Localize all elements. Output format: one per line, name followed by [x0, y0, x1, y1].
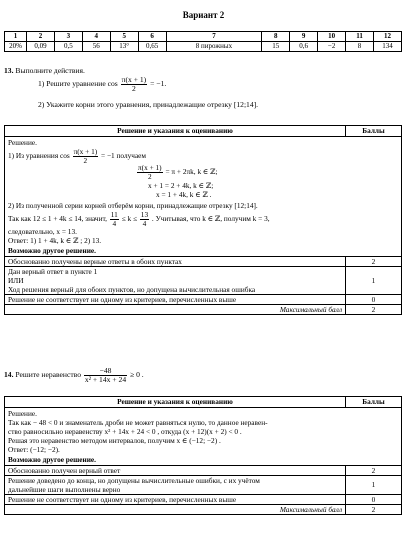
fraction-num: π(x + 1) [73, 147, 98, 157]
task14-number: 14. [4, 370, 14, 380]
criterion: Обоснованно получен верный ответ [5, 465, 346, 475]
solution-text: = −1 получаем [101, 150, 147, 160]
fraction-num: 13 [140, 210, 149, 220]
answers-numbers-row [5, 32, 402, 42]
other-solution-note: Возможно другое решение. [8, 245, 96, 255]
task13-solution-body [5, 137, 402, 257]
criterion-text: дальнейшие шаги выполнены верно [8, 484, 121, 494]
answer-number: 1 [5, 32, 27, 42]
solution-line: x + 1 = 2 + 4k, k ∈ ℤ; [148, 180, 214, 190]
task14-heading-text: Решите неравенство [15, 370, 81, 380]
solution-text: 1) Из уравнения cos [8, 150, 70, 160]
criterion-score: 2 [346, 256, 402, 266]
solution-line [8, 164, 398, 180]
solution-header: Решение и указания к оцениванию [5, 397, 346, 408]
fraction-den: 4 [142, 218, 147, 228]
task14-solution-table [4, 396, 402, 515]
answer-number: 7 [166, 32, 262, 42]
criterion-text: ИЛИ [8, 275, 24, 285]
fraction-den: 2 [147, 172, 152, 182]
answer-value: 0,09 [26, 42, 54, 52]
criterion-score: 0 [346, 295, 402, 305]
solution-line: Так как − 48 < 0 и знаменатель дроби не может равняться нулю, то данное неравен- [8, 418, 268, 428]
solution-line: 2) Из полученной серии корней отберём корни, принадлежащие отрезку [12;14]. [8, 200, 258, 210]
solution-label: Решение. [8, 409, 37, 418]
answer-number: 6 [138, 32, 166, 42]
task13-item1-post: = −1. [150, 79, 167, 89]
criterion-score: 1 [346, 266, 402, 294]
fraction-den: 4 [112, 218, 117, 228]
criterion: Обоснованно получены верные ответы в обоих пунктах [5, 256, 346, 266]
solution-line: ство равносильно неравенству x² + 14x + 24 < 0 , откуда (x + 12)(x + 2) < 0 . [8, 427, 242, 437]
criterion-text: Решение доведено до конца, но допущены вычислительные ошибки, с их учётом [8, 475, 260, 485]
answer-number: 4 [82, 32, 110, 42]
solution-line [8, 148, 398, 164]
max-score-value: 2 [346, 505, 402, 515]
answer-value: −2 [318, 42, 346, 52]
solution-line [8, 211, 398, 227]
answer-value: 134 [373, 42, 401, 52]
fraction [84, 367, 127, 384]
task13-solution-table [4, 125, 402, 315]
criterion-text: Дан верный ответ в пункте 1 [8, 266, 98, 276]
solution-line: Решая это неравенство методом интервалов, получим x ∈ (−12; −2) . [8, 436, 221, 446]
solution-answer: Ответ: (−12; −2). [8, 445, 60, 455]
fraction-den: 2 [132, 83, 136, 93]
answer-value: 15 [262, 42, 290, 52]
solution-header: Решение и указания к оцениванию [5, 126, 346, 137]
fraction-num: 11 [110, 210, 118, 220]
answer-value: 0,6 [290, 42, 318, 52]
criterion: Решение не соответствует ни одному из критериев, перечисленных выше [5, 494, 346, 504]
fraction-num: π(x + 1) [138, 163, 162, 173]
criterion-score: 1 [346, 475, 402, 494]
task13-item1 [38, 76, 166, 93]
criterion-text: Ход решения верный для обоих пунктов, но допущена вычислительная ошибка [8, 285, 256, 295]
criterion [5, 475, 346, 494]
fraction-num: π(x + 1) [121, 75, 147, 84]
answer-number: 2 [26, 32, 54, 42]
max-score-label: Максимальный балл [5, 505, 346, 515]
answers-values-row [5, 42, 402, 52]
solution-line: x = 1 + 4k, k ∈ ℤ . [156, 189, 212, 199]
task13-heading-text: Выполните действия. [15, 66, 85, 75]
fraction [121, 76, 148, 93]
criterion-score: 0 [346, 494, 402, 504]
solution-label: Решение. [8, 138, 37, 147]
answer-number: 8 [262, 32, 290, 42]
max-score-label: Максимальный балл [5, 305, 346, 315]
criterion: Решение не соответствует ни одному из критериев, перечисленных выше [5, 295, 346, 305]
solution-text: . Учитывая, что k ∈ ℤ, получим k = 3, [151, 213, 270, 223]
answer-number: 10 [318, 32, 346, 42]
fraction-num: −48 [84, 367, 127, 376]
answer-value: 20% [5, 42, 27, 52]
answer-number: 11 [346, 32, 374, 42]
answer-number: 9 [290, 32, 318, 42]
answer-number: 3 [54, 32, 82, 42]
fraction-den: 2 [83, 155, 88, 165]
answer-value: 13° [110, 42, 138, 52]
solution-answer: Ответ: 1) 1 + 4k, k ∈ ℤ ; 2) 13. [8, 236, 102, 246]
task14-solution-body [5, 408, 402, 466]
criterion [5, 266, 346, 294]
solution-text: = π + 2πk, k ∈ ℤ; [165, 167, 218, 177]
fraction [140, 211, 149, 227]
fraction [110, 211, 119, 227]
task13-item1-text: 1) Решите уравнение cos [38, 79, 118, 89]
task14-heading-post: ≥ 0 . [130, 370, 144, 380]
answer-value: 8 пирожных [166, 42, 262, 52]
max-score-value: 2 [346, 305, 402, 315]
task13-heading [4, 66, 85, 75]
answers-table [4, 31, 402, 52]
page-title: Вариант 2 [182, 10, 225, 20]
other-solution-note: Возможно другое решение. [8, 454, 96, 464]
solution-line: следовательно, x = 13. [8, 227, 77, 237]
answer-value: 56 [82, 42, 110, 52]
task13-item2: 2) Укажите корни этого уравнения, принадлежащие отрезку [12;14]. [38, 100, 259, 109]
criterion-score: 2 [346, 465, 402, 475]
score-header: Баллы [346, 397, 402, 408]
solution-text: ≤ k ≤ [121, 213, 137, 223]
task13-number: 13. [4, 66, 14, 75]
fraction [73, 148, 99, 164]
answer-value: 0,5 [54, 42, 82, 52]
answer-value: 8 [346, 42, 374, 52]
score-header: Баллы [346, 126, 402, 137]
fraction-den: x² + 14x + 24 [84, 374, 127, 384]
task14-heading [4, 367, 144, 384]
answer-number: 12 [373, 32, 401, 42]
answer-value: 0,65 [138, 42, 166, 52]
fraction [137, 164, 163, 180]
solution-text: Так как 12 ≤ 1 + 4k ≤ 14, значит, [8, 213, 107, 223]
answer-number: 5 [110, 32, 138, 42]
